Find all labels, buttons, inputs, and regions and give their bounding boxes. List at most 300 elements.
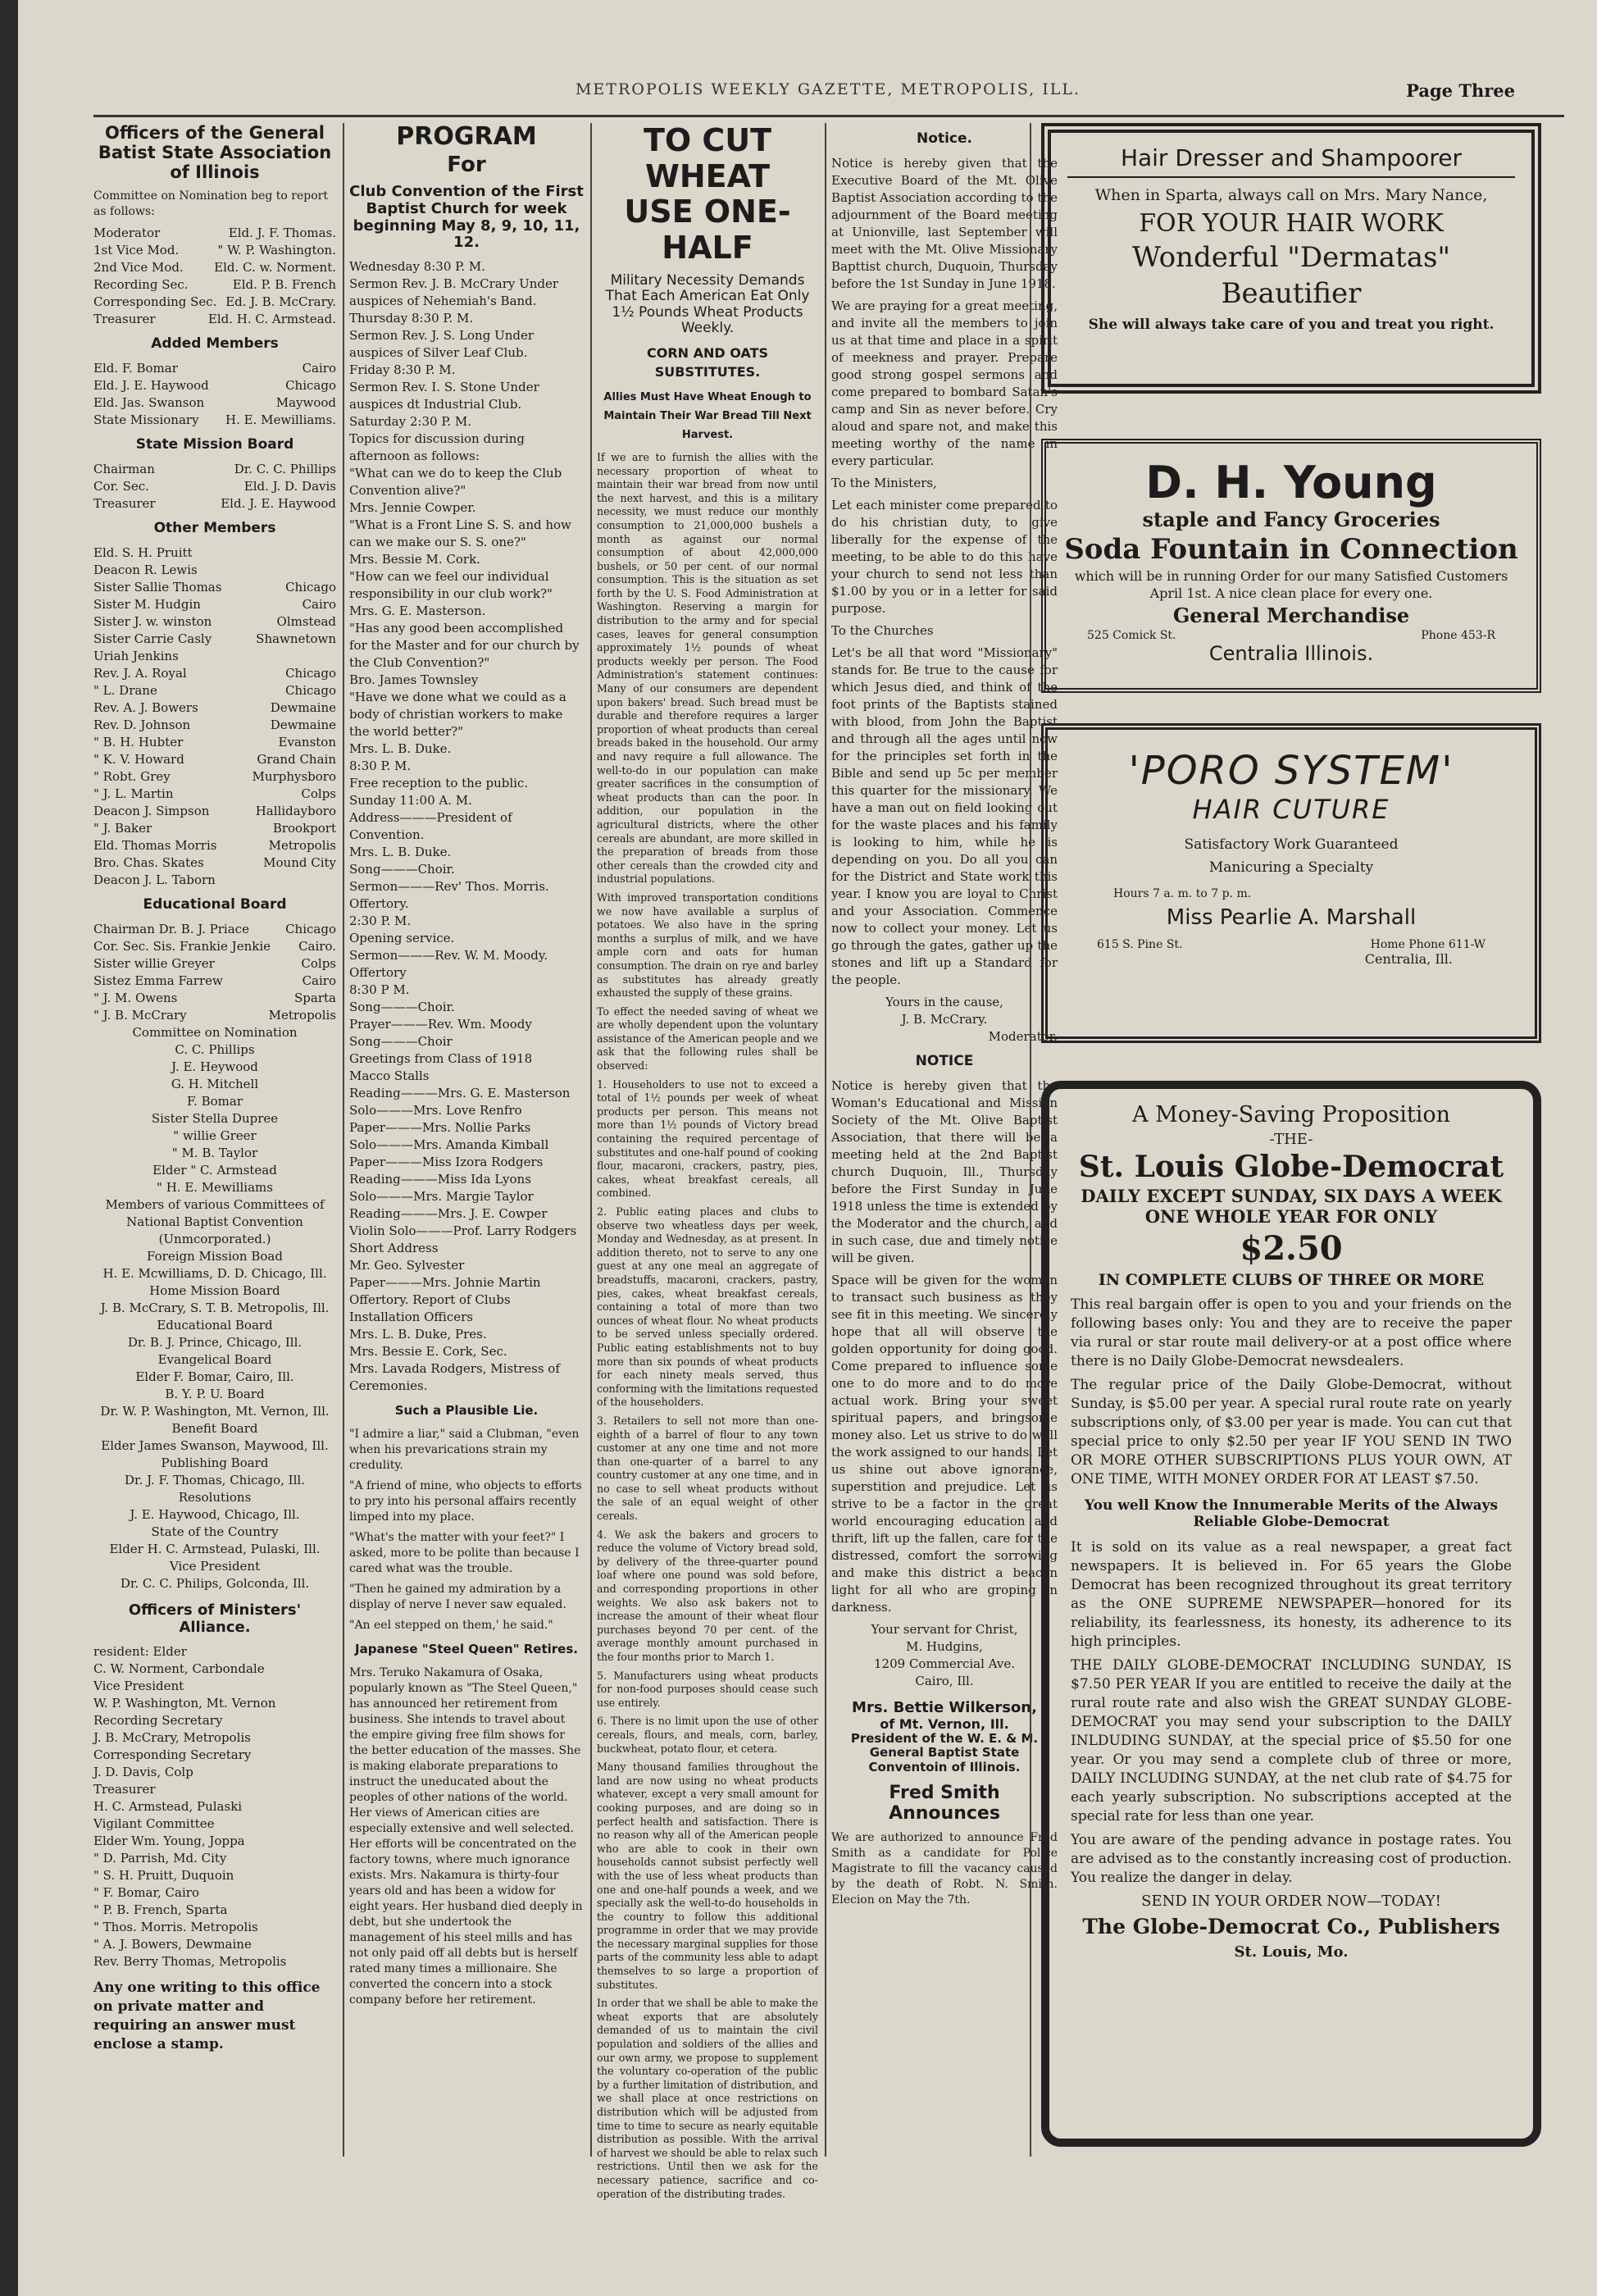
story2-title: Japanese "Steel Queen" Retires. bbox=[355, 1642, 578, 1657]
officers-list bbox=[93, 225, 336, 328]
committee-line: Publishing Board bbox=[161, 1456, 269, 1471]
row-value: Cairo bbox=[302, 973, 336, 989]
wheat-paragraph: 6. There is no limit upon the use of other cereals, flours, and meals, corn, barley, buckwheat, potato flour, et cetera. bbox=[597, 1715, 818, 1755]
wheat-headline-2: USE ONE-HALF bbox=[624, 194, 791, 266]
ad1-line3: Wonderful "Dermatas" bbox=[1131, 241, 1451, 274]
minister-line: H. C. Armstead, Pulaski bbox=[93, 1798, 243, 1814]
notice2-paragraph: Notice is hereby given that the Woman's Educational and Mission Society of the Mt. Olive Baptist Association, that there will be a meeting held at the 2nd Baptist church Duquoin, Ill., Thursday before the First Sunday in June 1918 unless the time is extended by the Moderator and the church, and in such case, due and timely notice will be given. bbox=[831, 1078, 1058, 1265]
minister-line: resident: Elder bbox=[93, 1643, 187, 1659]
program-line: "Have we done what we could as a body of christian workers to make the world better?" bbox=[349, 690, 566, 740]
program-line: Mrs. L. B. Duke, Pres. bbox=[349, 1327, 487, 1342]
committee-line: Home Mission Board bbox=[149, 1283, 280, 1299]
program-line: 2:30 P. M. bbox=[349, 913, 412, 929]
program-line: Song———Choir. bbox=[349, 862, 455, 877]
row-label: " J. B. McCrary bbox=[93, 1008, 187, 1023]
column-notices bbox=[831, 123, 1058, 2157]
row-value: Ed. J. B. McCrary. bbox=[225, 294, 336, 310]
list-row bbox=[93, 495, 336, 512]
ministers-title: Officers of Ministers' Alliance. bbox=[128, 1601, 302, 1637]
list-row bbox=[93, 990, 336, 1007]
program-title: PROGRAM bbox=[396, 122, 537, 151]
wheat-headline-1: TO CUT WHEAT bbox=[643, 122, 772, 194]
program-line: Friday 8:30 P. M. bbox=[349, 362, 456, 378]
other-title: Other Members bbox=[153, 520, 276, 537]
program-line: Mrs. Bessie M. Cork. bbox=[349, 552, 480, 567]
program-subtitle: Club Convention of the First Baptist Church for week beginning May 8, 9, 10, 11, 12. bbox=[349, 183, 584, 252]
program-line: Mr. Geo. Sylvester bbox=[349, 1258, 465, 1273]
program-line: Paper———Mrs. Johnie Martin bbox=[349, 1275, 541, 1291]
list-row bbox=[93, 596, 336, 613]
notice-title: Notice. bbox=[917, 130, 972, 147]
minister-line: Recording Secretary bbox=[93, 1712, 223, 1728]
column-officers bbox=[93, 123, 336, 2157]
ad3-name: Miss Pearlie A. Marshall bbox=[1166, 905, 1417, 930]
wheat-paragraph: 1. Householders to use not to exceed a total of 1½ pounds per week of wheat products per person. This means not more than 1½ pounds of Victory bread containing the required percentage of substitutes and one-half pound of cooking flour, macaroni, crackers, pastry, pies, cakes, wheat breakfast cereals, all combined. bbox=[597, 1077, 818, 1200]
program-line: Prayer———Rev. Wm. Moody bbox=[349, 1017, 532, 1032]
row-value: Dewmaine bbox=[270, 718, 336, 733]
program-line: Mrs. G. E. Masterson. bbox=[349, 604, 486, 619]
ad4-send: SEND IN YOUR ORDER NOW—TODAY! bbox=[1141, 1893, 1441, 1910]
list-row bbox=[93, 717, 336, 734]
row-label: Eld. J. E. Haywood bbox=[93, 378, 209, 394]
column-rule bbox=[825, 123, 826, 2157]
row-value: Chicago bbox=[285, 378, 336, 394]
row-value: Hallidayboro bbox=[255, 804, 336, 819]
notice-sign-1: Yours in the cause, bbox=[885, 995, 1003, 1009]
ad3-title2: HAIR CUTURE bbox=[1192, 794, 1390, 825]
ad2-line1: staple and Fancy Groceries bbox=[1142, 508, 1440, 531]
committee-line: Elder H. C. Armstead, Pulaski, Ill. bbox=[109, 1542, 321, 1557]
notice2-sign-3: 1209 Commercial Ave. bbox=[874, 1656, 1015, 1671]
ad1-line4: Beautifier bbox=[1221, 277, 1362, 310]
list-row bbox=[93, 412, 336, 429]
program-line: Reading———Miss Ida Lyons bbox=[349, 1172, 531, 1187]
mission-list bbox=[93, 461, 336, 512]
program-line: Violin Solo———Prof. Larry Rodgers bbox=[349, 1223, 577, 1239]
story1-paragraph: "What's the matter with your feet?" I asked, more to be polite than because I cared what was the trouble. bbox=[349, 1531, 580, 1576]
ad2-phone: Phone 453-R bbox=[1421, 629, 1495, 642]
column-rule bbox=[1030, 123, 1031, 2157]
notice-sign-3: Moderator. bbox=[988, 1029, 1058, 1044]
committee-line: Dr. W. P. Washington, Mt. Vernon, Ill. bbox=[100, 1404, 330, 1419]
committee-line: J. E. Heywood bbox=[171, 1059, 258, 1075]
committee-line: Evangelical Board bbox=[157, 1352, 272, 1368]
row-label: Eld. Jas. Swanson bbox=[93, 395, 205, 411]
list-row bbox=[93, 360, 336, 377]
program-line: Mrs. L. B. Duke. bbox=[349, 845, 452, 860]
row-label: " J. M. Owens bbox=[93, 991, 178, 1006]
row-value: Eld. J. F. Thomas. bbox=[228, 226, 336, 241]
wheat-paragraph: 2. Public eating places and clubs to observe two wheatless days per week, Monday and Wednesday, as at present. In addition thereto, not to serve to any one guest at any one meal an aggregate of breadstuffs, macaroni, crackers, pastry, pies, cakes, wheat breakfast cereals, containing a total of more than two ounces of wheat flour. No wheat products to be served unless specially ordered. Public eating establishments not to buy more than six pounds of wheat products for each ninety meals served, thus conforming with the limitations requested of the householders. bbox=[597, 1205, 818, 1409]
row-value: Colps bbox=[301, 956, 336, 972]
program-line: Saturday 2:30 P. M. bbox=[349, 414, 472, 430]
list-row bbox=[93, 938, 336, 955]
wheat-sub2: Allies Must Have Wheat Enough to Maintain Their War Bread Till Next Harvest. bbox=[603, 390, 812, 441]
minister-line: " Thos. Morris. Metropolis bbox=[93, 1919, 258, 1934]
row-value: Olmstead bbox=[276, 614, 336, 630]
row-label: Uriah Jenkins bbox=[93, 649, 179, 664]
wheat-paragraph: 5. Manufacturers using wheat products for non-food purposes should cease such use entirely. bbox=[597, 1669, 818, 1709]
row-label: " J. L. Martin bbox=[93, 786, 174, 802]
newspaper-page bbox=[18, 0, 1597, 2296]
column-program bbox=[349, 123, 584, 2157]
ad4-l3: IN COMPLETE CLUBS OF THREE OR MORE bbox=[1098, 1271, 1485, 1289]
wheat-paragraph: Many thousand families throughout the land are now using no wheat products whatever, except a very small amount for cooking purposes, and are doing so in perfect health and satisfaction. There is no reason why all of the American people who are able to cook in their own households cannot subsist perfectly well with the use of less wheat products than one and one-half pounds a week, and we specially ask the well-to-do households in the country to follow this additional programme in order that we may provide the necessary marginal supplies for those parts of the community less able to adapt themselves to so large a proportion of substitutes. bbox=[597, 1761, 818, 1991]
program-line: Mrs. Lavada Rodgers, Mistress of Ceremonies. bbox=[349, 1361, 560, 1394]
minister-line: Treasurer bbox=[93, 1781, 156, 1797]
committee-line: " H. E. Mewilliams bbox=[157, 1180, 273, 1196]
list-row bbox=[93, 734, 336, 751]
story1-paragraph: "A friend of mine, who objects to efforts to pry into his personal affairs recently limped into my place. bbox=[349, 1479, 582, 1524]
wheat-sub1: CORN AND OATS SUBSTITUTES. bbox=[647, 344, 768, 380]
row-value: Mound City bbox=[263, 855, 336, 871]
row-value: Metropolis bbox=[268, 1008, 336, 1023]
row-label: Sister M. Hudgin bbox=[93, 597, 201, 613]
ad4-p1: This real bargain offer is open to you and your friends on the following bases only: You and they are to receive the paper via rural or star route mail delivery-or at a post office where there is no Daily Globe-Democrat newsdealers. bbox=[1071, 1296, 1512, 1369]
program-line: Thursday 8:30 P. M. bbox=[349, 311, 474, 326]
added-title: Added Members bbox=[151, 335, 279, 353]
committee-line: F. Bomar bbox=[187, 1094, 243, 1109]
list-row bbox=[93, 854, 336, 872]
list-row bbox=[93, 665, 336, 682]
wheat-paragraph: With improved transportation conditions we now have available a surplus of potatoes. We also have in the spring months a surplus of milk, and we have ample corn and oats for human consumption. The drain on rye and barley as substitutes has already greatly exhausted the supply of these grains. bbox=[597, 891, 818, 1000]
program-line: Address———President of Convention. bbox=[349, 810, 512, 843]
row-value: Metropolis bbox=[268, 838, 336, 854]
wheat-body bbox=[597, 451, 818, 2201]
row-label: Cor. Sec. bbox=[93, 479, 149, 494]
story1-paragraph: "Then he gained my admiration by a display of nerve I never saw equaled. bbox=[349, 1583, 566, 1612]
ad4-l2: ONE WHOLE YEAR FOR ONLY bbox=[1144, 1206, 1438, 1227]
row-label: Sister J. w. winston bbox=[93, 614, 212, 630]
wheat-paragraph: To effect the needed saving of wheat we are wholly dependent upon the voluntary assistance of the American people and we ask that the following rules shall be observed: bbox=[597, 1004, 818, 1073]
added-list bbox=[93, 360, 336, 429]
row-value: Chicago bbox=[285, 666, 336, 681]
committee-line: Elder " C. Armstead bbox=[152, 1163, 277, 1178]
row-label: " L. Drane bbox=[93, 683, 157, 699]
program-line: Macco Stalls bbox=[349, 1068, 430, 1084]
ad3-line1: Satisfactory Work Guaranteed bbox=[1184, 836, 1399, 853]
list-row bbox=[93, 699, 336, 717]
wilkerson-city: of Mt. Vernon, Ill. bbox=[880, 1715, 1009, 1732]
notice2-paragraph: Space will be given for the women to transact such business as they see fit in this meeting. We sincerely hope that all will observe the golden opportunity for doing good. Come prepared to influence some one to do more and to do more actual work. Bring your sweet spiritual papers, and bringsome money also. Let us strive to do well the work assigned to our hands. Let us shine out above ignorance, superstition and prejudice. Let us strive to be a factor in the great world encouraging education and thrift, lift up the fallen, care for the distressed, comfort the sorrowing and make this district a beacon light for all who are groping in darkness. bbox=[831, 1273, 1058, 1615]
ad4-paper: St. Louis Globe-Democrat bbox=[1078, 1150, 1504, 1184]
program-line: "What can we do to keep the Club Convention alive?" bbox=[349, 466, 562, 499]
list-row bbox=[93, 478, 336, 495]
fred-body: We are authorized to announce Fred Smith as a candidate for Police Magistrate to fill the vacancy caused by the death of Robt. N. Smith. Elecion on May the 7th. bbox=[831, 1831, 1058, 1907]
ad4-publisher: The Globe-Democrat Co., Publishers bbox=[1082, 1915, 1500, 1938]
committee-line: G. H. Mitchell bbox=[171, 1077, 259, 1092]
row-label: " J. Baker bbox=[93, 821, 152, 836]
row-label: Corresponding Sec. bbox=[93, 294, 217, 310]
ad3-hours: Hours 7 a. m. to 7 p. m. bbox=[1113, 887, 1252, 900]
program-line: Mrs. Bessie E. Cork, Sec. bbox=[349, 1344, 507, 1360]
wheat-paragraph: 4. We ask the bakers and grocers to reduce the volume of Victory bread sold, by delivery of the three-quarter pound loaf where one pound was sold before, and corresponding proportions in other weights. We also ask bakers not to increase the amount of their wheat flour purchases beyond 70 per cent. of the average monthly amount purchased in the four months prior to March 1. bbox=[597, 1528, 818, 1663]
row-label: Rev. D. Johnson bbox=[93, 718, 191, 733]
minister-line: J. D. Davis, Colp bbox=[93, 1764, 193, 1779]
list-row bbox=[93, 955, 336, 973]
row-label: Deacon J. Simpson bbox=[93, 804, 210, 819]
row-label: Eld. Thomas Morris bbox=[93, 838, 217, 854]
minister-line: Elder Wm. Young, Joppa bbox=[93, 1833, 245, 1848]
row-value: Cairo bbox=[302, 361, 336, 376]
row-value: Murphysboro bbox=[252, 769, 336, 785]
list-row bbox=[93, 294, 336, 311]
list-row bbox=[93, 768, 336, 786]
row-label: 1st Vice Mod. bbox=[93, 243, 180, 258]
program-line: 8:30 P M. bbox=[349, 982, 410, 998]
minister-line: Vice President bbox=[93, 1678, 184, 1693]
ad-poro-system bbox=[1041, 723, 1541, 1043]
row-value: Eld. P. B. French bbox=[232, 277, 336, 293]
committee-line: C. C. Phillips bbox=[175, 1042, 255, 1058]
ad3-contact bbox=[1064, 938, 1518, 951]
row-value: Cairo bbox=[302, 597, 336, 613]
minister-line: Rev. Berry Thomas, Metropolis bbox=[93, 1953, 287, 1969]
notice2-body bbox=[831, 1077, 1058, 1616]
committee-line: Benefit Board bbox=[171, 1421, 258, 1437]
committee-line: " willie Greer bbox=[173, 1128, 257, 1144]
committee-intro: Committee on Nomination beg to report as follows: bbox=[93, 189, 328, 219]
committee-line: Foreign Mission Boad bbox=[147, 1249, 283, 1264]
row-value: " W. P. Washington. bbox=[217, 243, 336, 258]
ad3-line2: Manicuring a Specialty bbox=[1208, 859, 1374, 876]
wheat-paragraph: If we are to furnish the allies with the necessary proportion of wheat to maintain their war bread from now until the next harvest, and this is a military necessity, we must reduce our monthly consumption to 21,000,000 bushels a month as against our normal consumption of about 42,000,000 bushels, or 50 per cent. of our normal consumption. This is the situation as set forth by the U. S. Food Administration at Washington. Reserving a margin for distribution to the army and for special cases, leaves for general consumption approximately 1½ pounds of wheat products weekly per person. The Food Administration's statement continues: Many of our consumers are dependent upon bakers' bread. Such bread must be durable and therefore requires a larger proportion of wheat products than cereal breads baked in the household. Our army and navy require a full allowance. The well-to-do in our population can make greater sacrifices in the consumption of wheat products than can the poor. In addition, our population in the agricultural districts, where the other cereals are abundant, are more skilled in the preparation of breads from those other cereals than the crowded city and industrial populations. bbox=[597, 450, 818, 886]
row-label: Cor. Sec. Sis. Frankie Jenkie bbox=[93, 939, 271, 954]
list-row bbox=[93, 562, 336, 579]
row-label: State Missionary bbox=[93, 412, 199, 428]
committee-line: State of the Country bbox=[151, 1524, 279, 1540]
program-line: Offertory bbox=[349, 965, 407, 981]
program-line: Free reception to the public. bbox=[349, 776, 529, 791]
notice2-sign-2: M. Hudgins, bbox=[906, 1639, 983, 1654]
notice2-sign-4: Cairo, Ill. bbox=[915, 1674, 974, 1688]
committee-line: Educational Board bbox=[157, 1318, 273, 1333]
committee-line: Dr. C. C. Philips, Golconda, Ill. bbox=[120, 1576, 310, 1592]
program-line: Reading———Mrs. J. E. Cowper bbox=[349, 1206, 548, 1222]
program-line: Offertory. bbox=[349, 896, 409, 912]
row-label: " K. V. Howard bbox=[93, 752, 184, 768]
stamp-note: Any one writing to this office on private matter and requiring an answer must enclose a stamp. bbox=[93, 1979, 321, 2052]
program-line: Sermon———Rev' Thos. Morris. bbox=[349, 879, 549, 895]
list-row bbox=[93, 259, 336, 276]
committee-line: J. B. McCrary, S. T. B. Metropolis, Ill. bbox=[100, 1301, 330, 1316]
story2-paragraph: Mrs. Teruko Nakamura of Osaka, popularly known as "The Steel Queen," has announced her retirement from business. She intends to travel about the empire giving free film shows for the better education of the masses. She is making elaborate preparations to instruct the uneducated about the peoples of other nations of the world. Her views of American cities are especially extensive and well selected. Her efforts will be concentrated on the factory towns, where much ignorance exists. Mrs. Nakamura is thirty-four years old and has been a widow for eight years. Her husband died deeply in debt, but she undertook the management of his steel mills and has not only paid off all debts but is herself rated many times a millionaire. She converted the concern into a stock company before her retirement. bbox=[349, 1666, 583, 2007]
masthead bbox=[108, 80, 1548, 110]
list-row bbox=[93, 682, 336, 699]
list-row bbox=[93, 751, 336, 768]
column-rule bbox=[343, 123, 344, 2157]
wheat-deck: Military Necessity Demands That Each American Eat Only 1½ Pounds Wheat Products Weekly. bbox=[605, 271, 810, 337]
notice-paragraph: Let each minister come prepared to do his christian duty, to give liberally for the expense of the meeting, to be able to do this have your church to send not less than $1.00 by you or in a letter for said purpose. bbox=[831, 498, 1058, 616]
committee-line: Vice President bbox=[169, 1559, 261, 1574]
list-row bbox=[93, 394, 336, 412]
program-line: "Has any good been accomplished for the Master and for our church by the Club Convention?" bbox=[349, 621, 580, 671]
ad2-line3: which will be in running Order for our many Satisfied Customers April 1st. A nice clean place for every one. bbox=[1074, 568, 1508, 601]
row-label: Deacon R. Lewis bbox=[93, 563, 198, 578]
ad-globe-democrat bbox=[1041, 1081, 1541, 2147]
list-row bbox=[93, 820, 336, 837]
list-row bbox=[93, 837, 336, 854]
program-line: Bro. James Townsley bbox=[349, 672, 479, 688]
program-line: Sermon Rev. I. S. Stone Under auspices dt Industrial Club. bbox=[349, 380, 539, 412]
masthead-title: METROPOLIS WEEKLY GAZETTE, METROPOLIS, ILL. bbox=[575, 80, 1081, 98]
ad2-line4: General Merchandise bbox=[1172, 604, 1410, 627]
ad1-line2: FOR YOUR HAIR WORK bbox=[1139, 209, 1444, 238]
list-row bbox=[93, 311, 336, 328]
notice2-title: NOTICE bbox=[915, 1053, 974, 1069]
list-row bbox=[93, 1007, 336, 1024]
ad4-h2: You well Know the Innumerable Merits of the Always Reliable Globe-Democrat bbox=[1084, 1497, 1499, 1530]
list-row bbox=[93, 579, 336, 596]
minister-line: " S. H. Pruitt, Duquoin bbox=[93, 1867, 234, 1883]
row-label: Recording Sec. bbox=[93, 277, 189, 293]
wheat-paragraph: 3. Retailers to sell not more than one-eighth of a barrel of flour to any town customer at any one time and not more than one-quarter of a barrel to any country customer at any one time, and in no case to sell wheat products without the sale of an equal weight of other cereals. bbox=[597, 1414, 818, 1523]
program-line: Solo———Mrs. Amanda Kimball bbox=[349, 1137, 549, 1153]
minister-line: " D. Parrish, Md. City bbox=[93, 1850, 227, 1866]
top-rule bbox=[93, 115, 1564, 117]
list-row bbox=[93, 973, 336, 990]
minister-line: " F. Bomar, Cairo bbox=[93, 1884, 199, 1900]
edu-list bbox=[93, 921, 336, 1024]
row-label: Deacon J. L. Taborn bbox=[93, 872, 216, 888]
row-value: Eld. J. D. Davis bbox=[243, 479, 336, 494]
program-items bbox=[349, 258, 584, 1395]
notice-paragraph: To the Ministers, bbox=[831, 476, 937, 490]
program-line: Short Address bbox=[349, 1241, 439, 1256]
list-row bbox=[93, 921, 336, 938]
minister-line: " A. J. Bowers, Dewmaine bbox=[93, 1936, 252, 1952]
ad4-city: St. Louis, Mo. bbox=[1234, 1943, 1349, 1961]
row-label: Eld. S. H. Pruitt bbox=[93, 545, 193, 561]
notice-body bbox=[831, 155, 1058, 989]
minister-line: Vigilant Committee bbox=[93, 1815, 215, 1831]
ad1-line5: She will always take care of you and treat you right. bbox=[1088, 317, 1495, 333]
list-row bbox=[93, 786, 336, 803]
minister-line: C. W. Norment, Carbondale bbox=[93, 1660, 265, 1676]
officers-title: Officers of the General Batist State Association of Illinois bbox=[98, 123, 332, 183]
row-label: " Robt. Grey bbox=[93, 769, 171, 785]
minister-line: Corresponding Secretary bbox=[93, 1747, 252, 1762]
program-line: Offertory. Report of Clubs bbox=[349, 1292, 511, 1308]
committee-line: Dr. J. F. Thomas, Chicago, Ill. bbox=[125, 1473, 305, 1488]
program-line: Paper———Miss Izora Rodgers bbox=[349, 1155, 544, 1170]
row-value: Brookport bbox=[272, 821, 336, 836]
committee-line: Committee on Nomination bbox=[132, 1025, 298, 1041]
program-line: Opening service. bbox=[349, 931, 455, 946]
row-label: Moderator bbox=[93, 226, 161, 241]
program-line: 8:30 P. M. bbox=[349, 758, 412, 774]
story1-paragraph: "I admire a liar," said a Clubman, "even when his prevarications strain my credulity. bbox=[349, 1428, 580, 1473]
program-line: Wednesday 8:30 P. M. bbox=[349, 259, 485, 275]
row-label: Chairman Dr. B. J. Priace bbox=[93, 922, 249, 937]
list-row bbox=[93, 276, 336, 294]
row-label: 2nd Vice Mod. bbox=[93, 260, 184, 276]
story1-body bbox=[349, 1427, 584, 1633]
committee-line: H. E. Mcwilliams, D. D. Chicago, Ill. bbox=[102, 1266, 327, 1282]
row-value: Sparta bbox=[294, 991, 336, 1006]
program-line: Song———Choir bbox=[349, 1034, 453, 1050]
wheat-paragraph: In order that we shall be able to make the wheat exports that are absolutely demanded of us to maintain the civil population and soldiers of the allies and our own army, we propose to supplement the voluntary co-operation of the public by a further limitation of distribution, and we shall place at once restrictions on distribution which will be adjusted from time to time to secure as nearly equitable distribution as possible. With the arrival of harvest we should be able to relax such restrictions. Until then we ask for the necessary patience, sacrifice and co-operation of the distributing trades. bbox=[597, 1997, 818, 2200]
ad2-city: Centralia Illinois. bbox=[1208, 642, 1374, 665]
list-row bbox=[93, 648, 336, 665]
list-row bbox=[93, 631, 336, 648]
minister-line: W. P. Washington, Mt. Vernon bbox=[93, 1695, 276, 1711]
notice-paragraph: To the Churches bbox=[831, 623, 934, 638]
row-value: Chicago bbox=[285, 580, 336, 595]
ad-dh-young bbox=[1041, 439, 1541, 693]
ad1-title: Hair Dresser and Shampoorer bbox=[1067, 144, 1515, 178]
program-line: Sermon Rev. J. S. Long Under auspices of Silver Leaf Club. bbox=[349, 328, 535, 361]
row-value: Maywood bbox=[275, 395, 336, 411]
program-line: Mrs. Jennie Cowper. bbox=[349, 500, 476, 516]
wilkerson-name: Mrs. Bettie Wilkerson, bbox=[852, 1699, 1037, 1716]
committee-line: J. E. Haywood, Chicago, Ill. bbox=[130, 1507, 300, 1523]
committee-line: B. Y. P. U. Board bbox=[165, 1387, 265, 1402]
notice-paragraph: Let's be all that word "Missionary" stands for. Be true to the cause for which Jesus died, and think of the foot prints of the Baptists stained with blood, from John the Baptist and through all the ages until now for the principles set forth in the Bible and send up 5c per member this quarter for the missionary. We have a man out on field looking out for the waste places and his family is looking to him, while he is depending on you. Do all you can for the District and State work this year. I know you are loyal to Christ and your Association. Commence now to collect your money. Let us go through the gates, gather up the stones and lift up a Standard for the people. bbox=[831, 645, 1058, 987]
mission-title: State Mission Board bbox=[135, 436, 294, 453]
program-line: Sermon———Rev. W. M. Moody. bbox=[349, 948, 548, 963]
ad4-title: A Money-Saving Proposition bbox=[1132, 1102, 1450, 1128]
edu-title: Educational Board bbox=[143, 896, 287, 913]
row-value: Grand Chain bbox=[257, 752, 336, 768]
column-rule bbox=[590, 123, 592, 2157]
list-row bbox=[93, 613, 336, 631]
row-value: Chicago bbox=[285, 683, 336, 699]
ad3-city: Centralia, Ill. bbox=[1364, 951, 1453, 967]
story1-paragraph: "An eel stepped on them,' he said." bbox=[349, 1619, 553, 1633]
list-row bbox=[93, 544, 336, 562]
national-committees bbox=[93, 1024, 336, 1592]
row-value: Eld. H. C. Armstead. bbox=[207, 312, 336, 327]
row-label: Rev. J. A. Royal bbox=[93, 666, 187, 681]
row-label: Sister Carrie Casly bbox=[93, 631, 212, 647]
ad3-phone: Home Phone 611-W bbox=[1370, 938, 1486, 951]
program-line: Reading———Mrs. G. E. Masterson bbox=[349, 1086, 571, 1101]
ad4-p4: THE DAILY GLOBE-DEMOCRAT INCLUDING SUNDAY, IS $7.50 PER YEAR If you are entitled to receive the daily at the rural route rate and also wish the GREAT SUNDAY GLOBE-DEMOCRAT you may send your subscription to the DAILY INLDUDING SUNDAY, at the special price of $5.50 for one year. Or you may send a complete club of three or more, DAILY INCLUDING SUNDAY, at the net club rate of $4.75 for each yearly subscription. No subscriptions accepted at the special rate for less than one year. bbox=[1071, 1657, 1512, 1824]
ad3-title1: 'PORO SYSTEM' bbox=[1128, 748, 1454, 794]
row-value: Colps bbox=[301, 786, 336, 802]
list-row bbox=[93, 377, 336, 394]
ministers-list bbox=[93, 1643, 336, 1970]
row-label: Sister Sallie Thomas bbox=[93, 580, 222, 595]
committee-line: Sister Stella Dupree bbox=[151, 1111, 279, 1127]
row-label: Rev. A. J. Bowers bbox=[93, 700, 198, 716]
notice-paragraph: Notice is hereby given that the Executive Board of the Mt. Olive Baptist Association according to the adjournment of the Board meeting at Unionville, last September will meet with the Mt. Olive Missionary Bapttist church, Duquoin, Thursday before the 1st Sunday in June 1918. bbox=[831, 156, 1058, 291]
story2-body bbox=[349, 1665, 584, 2008]
committee-line: Elder James Swanson, Maywood, Ill. bbox=[101, 1438, 329, 1454]
ad2-line2: Soda Fountain in Connection bbox=[1064, 533, 1518, 566]
row-label: Treasurer bbox=[93, 496, 156, 512]
list-row bbox=[93, 461, 336, 478]
program-line: Topics for discussion during afternoon as follows: bbox=[349, 431, 525, 464]
ad4-l1: DAILY EXCEPT SUNDAY, SIX DAYS A WEEK bbox=[1081, 1186, 1502, 1206]
committee-line: Resolutions bbox=[178, 1490, 252, 1506]
row-value: Eld. J. E. Haywood bbox=[221, 496, 336, 512]
row-value: Dr. C. C. Phillips bbox=[234, 462, 336, 477]
minister-line: " P. B. French, Sparta bbox=[93, 1902, 228, 1917]
committee-line: Dr. B. J. Prince, Chicago, Ill. bbox=[127, 1335, 303, 1351]
row-value: Dewmaine bbox=[270, 700, 336, 716]
row-label: Eld. F. Bomar bbox=[93, 361, 178, 376]
fred-title: Fred Smith Announces bbox=[889, 1782, 1000, 1824]
ad1-line1: When in Sparta, always call on Mrs. Mary Nance, bbox=[1094, 186, 1488, 204]
program-line: Sunday 11:00 A. M. bbox=[349, 793, 472, 809]
ad2-contact bbox=[1062, 629, 1520, 642]
program-for: For bbox=[447, 152, 486, 177]
list-row bbox=[93, 242, 336, 259]
row-label: " B. H. Hubter bbox=[93, 735, 184, 750]
row-value: Eld. C. w. Norment. bbox=[214, 260, 336, 276]
